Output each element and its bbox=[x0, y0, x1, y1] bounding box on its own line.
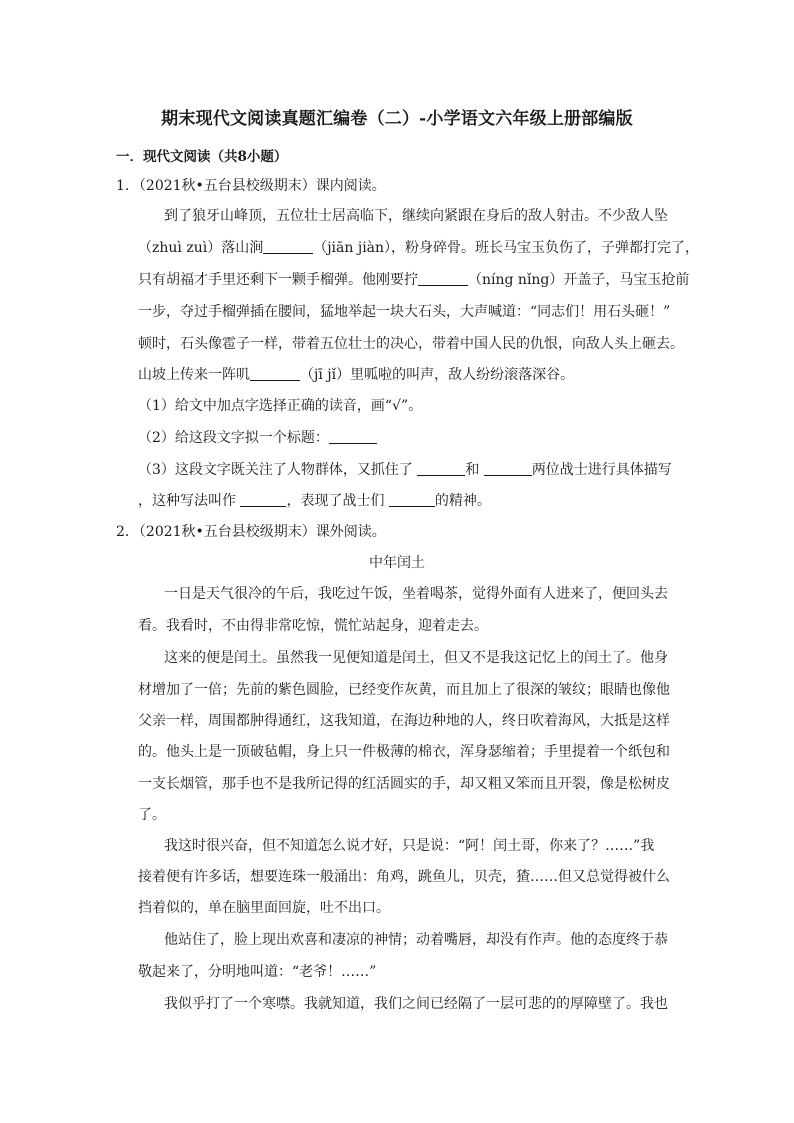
q1-subquestion-2: （2）给这段文字拟一个标题： bbox=[138, 428, 678, 448]
passage-line: 我似乎打了一个寒噤。我就知道，我们之间已经隔了一层可悲的的厚障壁了。我也 bbox=[164, 996, 668, 1012]
answer-blank[interactable] bbox=[417, 461, 465, 476]
q1-subquestion-3-cont: ，这种写法叫作 ，表现了战士们 的精神。 bbox=[138, 493, 491, 509]
passage-line: 父亲一样，周围都肿得通红，这我知道，在海边种地的人，终日吹着海风，大抵是这样 bbox=[138, 713, 670, 729]
passage-line: 看。我看时，不由得非常吃惊，慌忙站起身，迎着走去。 bbox=[138, 618, 488, 634]
section-heading: 一．现代文阅读（共8小题） bbox=[116, 149, 288, 165]
page-title: 期末现代文阅读真题汇编卷（二）-小学语文六年级上册部编版 bbox=[161, 109, 633, 129]
passage-line: 挡着似的，单在脑里面回旋，吐不出口。 bbox=[138, 900, 390, 916]
passage-line: 他站住了，脸上现出欢喜和凄凉的神情；动着嘴唇，却没有作声。他的态度终于恭 bbox=[164, 932, 668, 948]
passage-line: 这来的便是闰土。虽然我一见便知道是闰土，但又不是我这记忆上的闰土了。他身 bbox=[164, 650, 668, 666]
q1-paragraph-line: 山坡上传来一阵叽 （jī jǐ）里呱啦的叫声，敌人纷纷滚落深谷。 bbox=[138, 367, 575, 383]
q1-subquestion-1: （1）给文中加点字选择正确的读音，画“√”。 bbox=[138, 398, 423, 414]
passage-line: 材增加了一倍；先前的紫色圆脸，已经变作灰黄，而且加上了很深的皱纹；眼睛也像他 bbox=[138, 682, 670, 698]
q1-paragraph-line: 顿时，石头像雹子一样，带着五位壮士的决心，带着中国人民的仇恨，向敌人头上砸去。 bbox=[138, 336, 684, 352]
passage-line: 一日是天气很冷的午后，我吃过午饭，坐着喝茶，觉得外面有人进来了，便回头去 bbox=[164, 586, 668, 602]
answer-blank[interactable] bbox=[484, 461, 532, 476]
q1-paragraph-line: 到了狼牙山峰顶，五位壮士居高临下，继续向紧跟在身后的敌人射击。不少敌人坠 bbox=[164, 208, 668, 224]
answer-blank[interactable] bbox=[240, 492, 286, 507]
passage-line: 了。 bbox=[138, 807, 166, 823]
q1-subquestion-3: （3）这段文字既关注了人物群体，又抓住了 和 两位战士进行具体描写 bbox=[138, 462, 672, 478]
passage-line: 我这时很兴奋，但不知道怎么说才好，只是说：“阿！闰土哥，你来了？……”我 bbox=[164, 838, 655, 854]
answer-blank[interactable] bbox=[418, 271, 468, 286]
q1-paragraph-line: 一步，夺过手榴弹插在腰间，猛地举起一块大石头，大声喊道：“同志们！用石头砸！” bbox=[138, 304, 671, 320]
question-1-header: 1．（2021秋•五台县校级期末）课内阅读。 bbox=[116, 178, 386, 194]
passage-title: 中年闰土 bbox=[369, 555, 425, 571]
passage-line: 接着便有许多话，想要连珠一般涌出：角鸡，跳鱼儿，贝壳，猹……但又总觉得被什么 bbox=[138, 869, 670, 885]
q1-paragraph-line: （zhuì zuì）落山涧 （jiān jiàn），粉身碎骨。班长马宝玉负伤了，子弹都打完了， bbox=[138, 240, 700, 256]
passage-line: 敬起来了，分明地叫道：“老爷！……” bbox=[138, 964, 377, 980]
answer-blank[interactable] bbox=[250, 366, 300, 381]
passage-line: 一支长烟管，那手也不是我所记得的红活圆实的手，却又粗又笨而且开裂，像是松树皮 bbox=[138, 776, 670, 792]
answer-blank[interactable] bbox=[329, 429, 377, 444]
passage-line: 的。他头上是一顶破毡帽，身上只一件极薄的棉衣，浑身瑟缩着；手里提着一个纸包和 bbox=[138, 744, 670, 760]
q1-paragraph-line: 只有胡福才手里还剩下一颗手榴弹。他刚要拧 （níng nǐng）开盖子，马宝玉抢前 bbox=[138, 272, 690, 288]
answer-blank[interactable] bbox=[389, 492, 435, 507]
answer-blank[interactable] bbox=[263, 239, 313, 254]
question-2-header: 2．（2021秋•五台县校级期末）课外阅读。 bbox=[116, 524, 386, 540]
